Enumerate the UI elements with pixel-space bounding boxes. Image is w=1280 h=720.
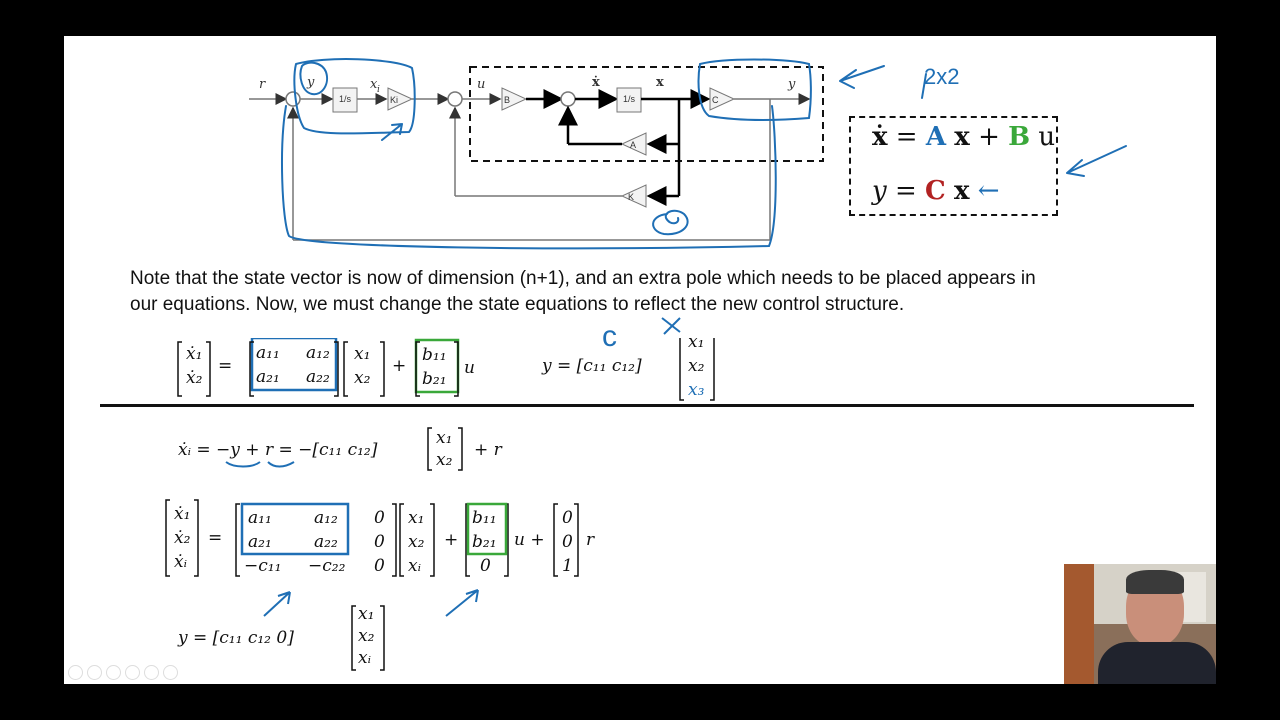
divider-rule bbox=[100, 404, 1194, 407]
svg-text:1/s: 1/s bbox=[339, 94, 352, 104]
svg-text:B: B bbox=[504, 95, 511, 105]
sum-junction-3 bbox=[561, 92, 575, 106]
state-equation-2: y = C x ← bbox=[872, 176, 1000, 206]
svg-text:K: K bbox=[628, 192, 635, 202]
pen-icon[interactable] bbox=[106, 665, 121, 680]
next-icon[interactable] bbox=[87, 665, 102, 680]
svg-text:i: i bbox=[377, 85, 380, 95]
svg-text:x: x bbox=[370, 77, 378, 92]
svg-text:1/s: 1/s bbox=[623, 94, 636, 104]
svg-text:ẋ: ẋ bbox=[592, 75, 600, 90]
note-line-2: our equations. Now, we must change the state equations to reflect the new control structure. bbox=[130, 294, 905, 315]
sum-junction-1 bbox=[286, 92, 300, 106]
svg-text:y: y bbox=[307, 75, 315, 90]
svg-text:y: y bbox=[788, 77, 796, 92]
svg-text:u: u bbox=[477, 77, 486, 92]
svg-text:C: C bbox=[712, 95, 719, 105]
slides-icon[interactable] bbox=[144, 665, 159, 680]
handwritten-c: c bbox=[602, 320, 617, 353]
svg-text:x: x bbox=[656, 75, 664, 90]
zoom-icon[interactable] bbox=[125, 665, 140, 680]
previous-icon[interactable] bbox=[68, 665, 83, 680]
slide: 2x2 r x i u ẋ x y y 1/s 1/s B C A K Ki ẋ = A x + B u y = C x ← Note that the state vector is now of dimension (n+1), and an extra pole which needs to be placed appears in our equations. Now, we must change the state equations to reflect the new control structure. ẋ₁ ẋ₂ = a₁₁ a₁₂ a₂₁ a₂₂ x₁ x₂ + b₁₁ b₂₁ u y = [c₁₁ c₁₂] x₁ x₂ x₃ c ẋᵢ = −y + r = −[c₁₁ c₁₂] x₁ x₂ + r ẋ₁ ẋ₂ ẋᵢ = a₁₁ a₁₂ 0 a₂₁ a₂₂ 0 −c₁₁ −c₂₂ 0 x₁ x₂ xᵢ + b₁₁ b₂₁ 0 u + 0 0 1 r y = [c₁₁ c₁₂ 0] x₁ x₂ xᵢ bbox=[64, 36, 1216, 684]
webcam-overlay bbox=[1064, 564, 1216, 684]
note-line-1: Note that the state vector is now of dimension (n+1), and an extra pole which needs to be placed appears in bbox=[130, 268, 1036, 289]
sum-junction-2 bbox=[448, 92, 462, 106]
more-icon[interactable] bbox=[163, 665, 178, 680]
svg-text:A: A bbox=[630, 140, 637, 150]
svg-text:Ki: Ki bbox=[390, 95, 399, 105]
presenter-body bbox=[1098, 642, 1216, 684]
state-equation-1: ẋ = A x + B u bbox=[872, 122, 1056, 152]
dimension-annotation: 2x2 bbox=[924, 64, 960, 89]
player-controls[interactable] bbox=[68, 665, 182, 684]
svg-text:r: r bbox=[259, 77, 266, 92]
